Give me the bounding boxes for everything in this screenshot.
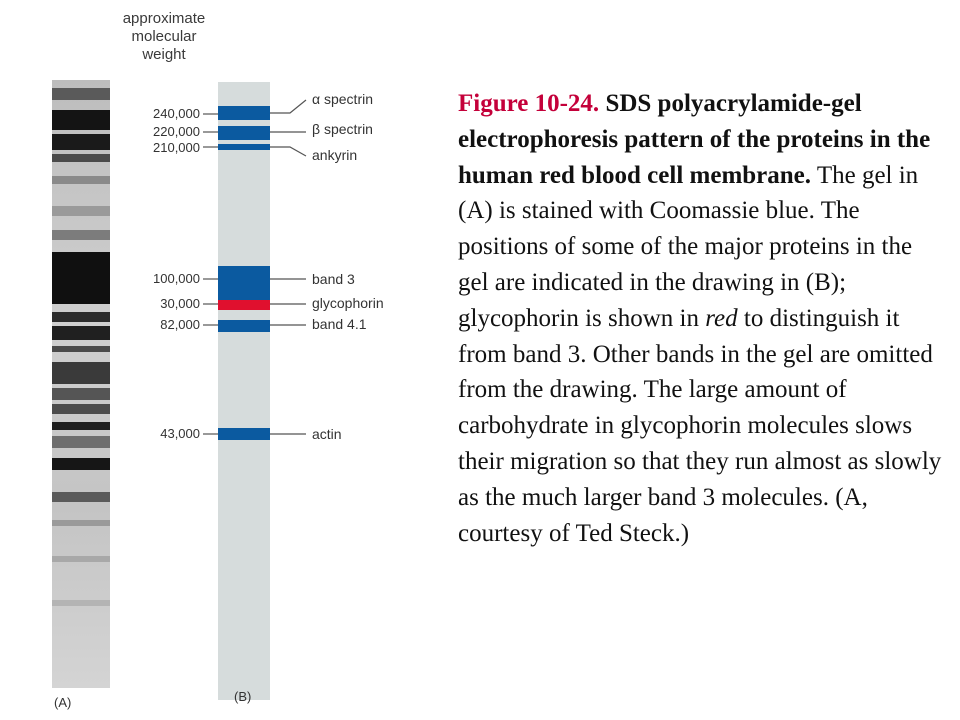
leader-alpha-spectrin xyxy=(270,100,306,113)
caption-italic-red: red xyxy=(705,304,738,332)
protein-label-band-4-1: band 4.1 xyxy=(312,316,367,332)
protein-label-actin: actin xyxy=(312,426,342,442)
mw-label-30000: 30,000 xyxy=(160,296,200,311)
protein-label-glycophorin: glycophorin xyxy=(312,295,384,311)
caption-text-1: The gel in (A) is stained with Coomassie blue. The positions of some of the major proteins in the gel are indicated in the drawing in (B); glycophorin is shown in xyxy=(458,161,919,332)
mw-label-100000: 100,000 xyxy=(153,271,200,286)
header-line-3: weight xyxy=(142,46,186,63)
mw-label-43000: 43,000 xyxy=(160,426,200,441)
protein-label-beta-spectrin: β spectrin xyxy=(312,121,373,137)
mw-label-210000: 210,000 xyxy=(153,140,200,155)
mw-label-240000: 240,000 xyxy=(153,106,200,121)
panel-label-a: (A) xyxy=(54,695,72,710)
caption-title: SDS polyacrylamide-gel electrophoresis pattern of the proteins in the human red blood cell membrane. xyxy=(458,90,931,189)
mw-label-82000: 82,000 xyxy=(160,317,200,332)
protein-label-band-3: band 3 xyxy=(312,271,355,287)
figure-number: Figure 10-24. xyxy=(458,90,600,117)
protein-label-ankyrin: ankyrin xyxy=(312,147,358,163)
header-line-1: approximate xyxy=(122,10,206,27)
caption-text-2: to distinguish it from band 3. Other bands in the gel are omitted from the drawing. The large amount of carbohydrate in glycophorin molecules slows their migration so that they run almost as slowly as the much larger band 3 molecules. (A, courtesy of Ted Steck.) xyxy=(458,304,942,547)
header-line-2: molecular xyxy=(131,28,197,45)
mw-label-220000: 220,000 xyxy=(153,124,200,139)
panel-label-b: (B) xyxy=(234,689,252,704)
leader-ankyrin xyxy=(270,147,306,156)
protein-label-alpha-spectrin: α spectrin xyxy=(312,91,374,107)
figure-caption xyxy=(458,86,948,551)
